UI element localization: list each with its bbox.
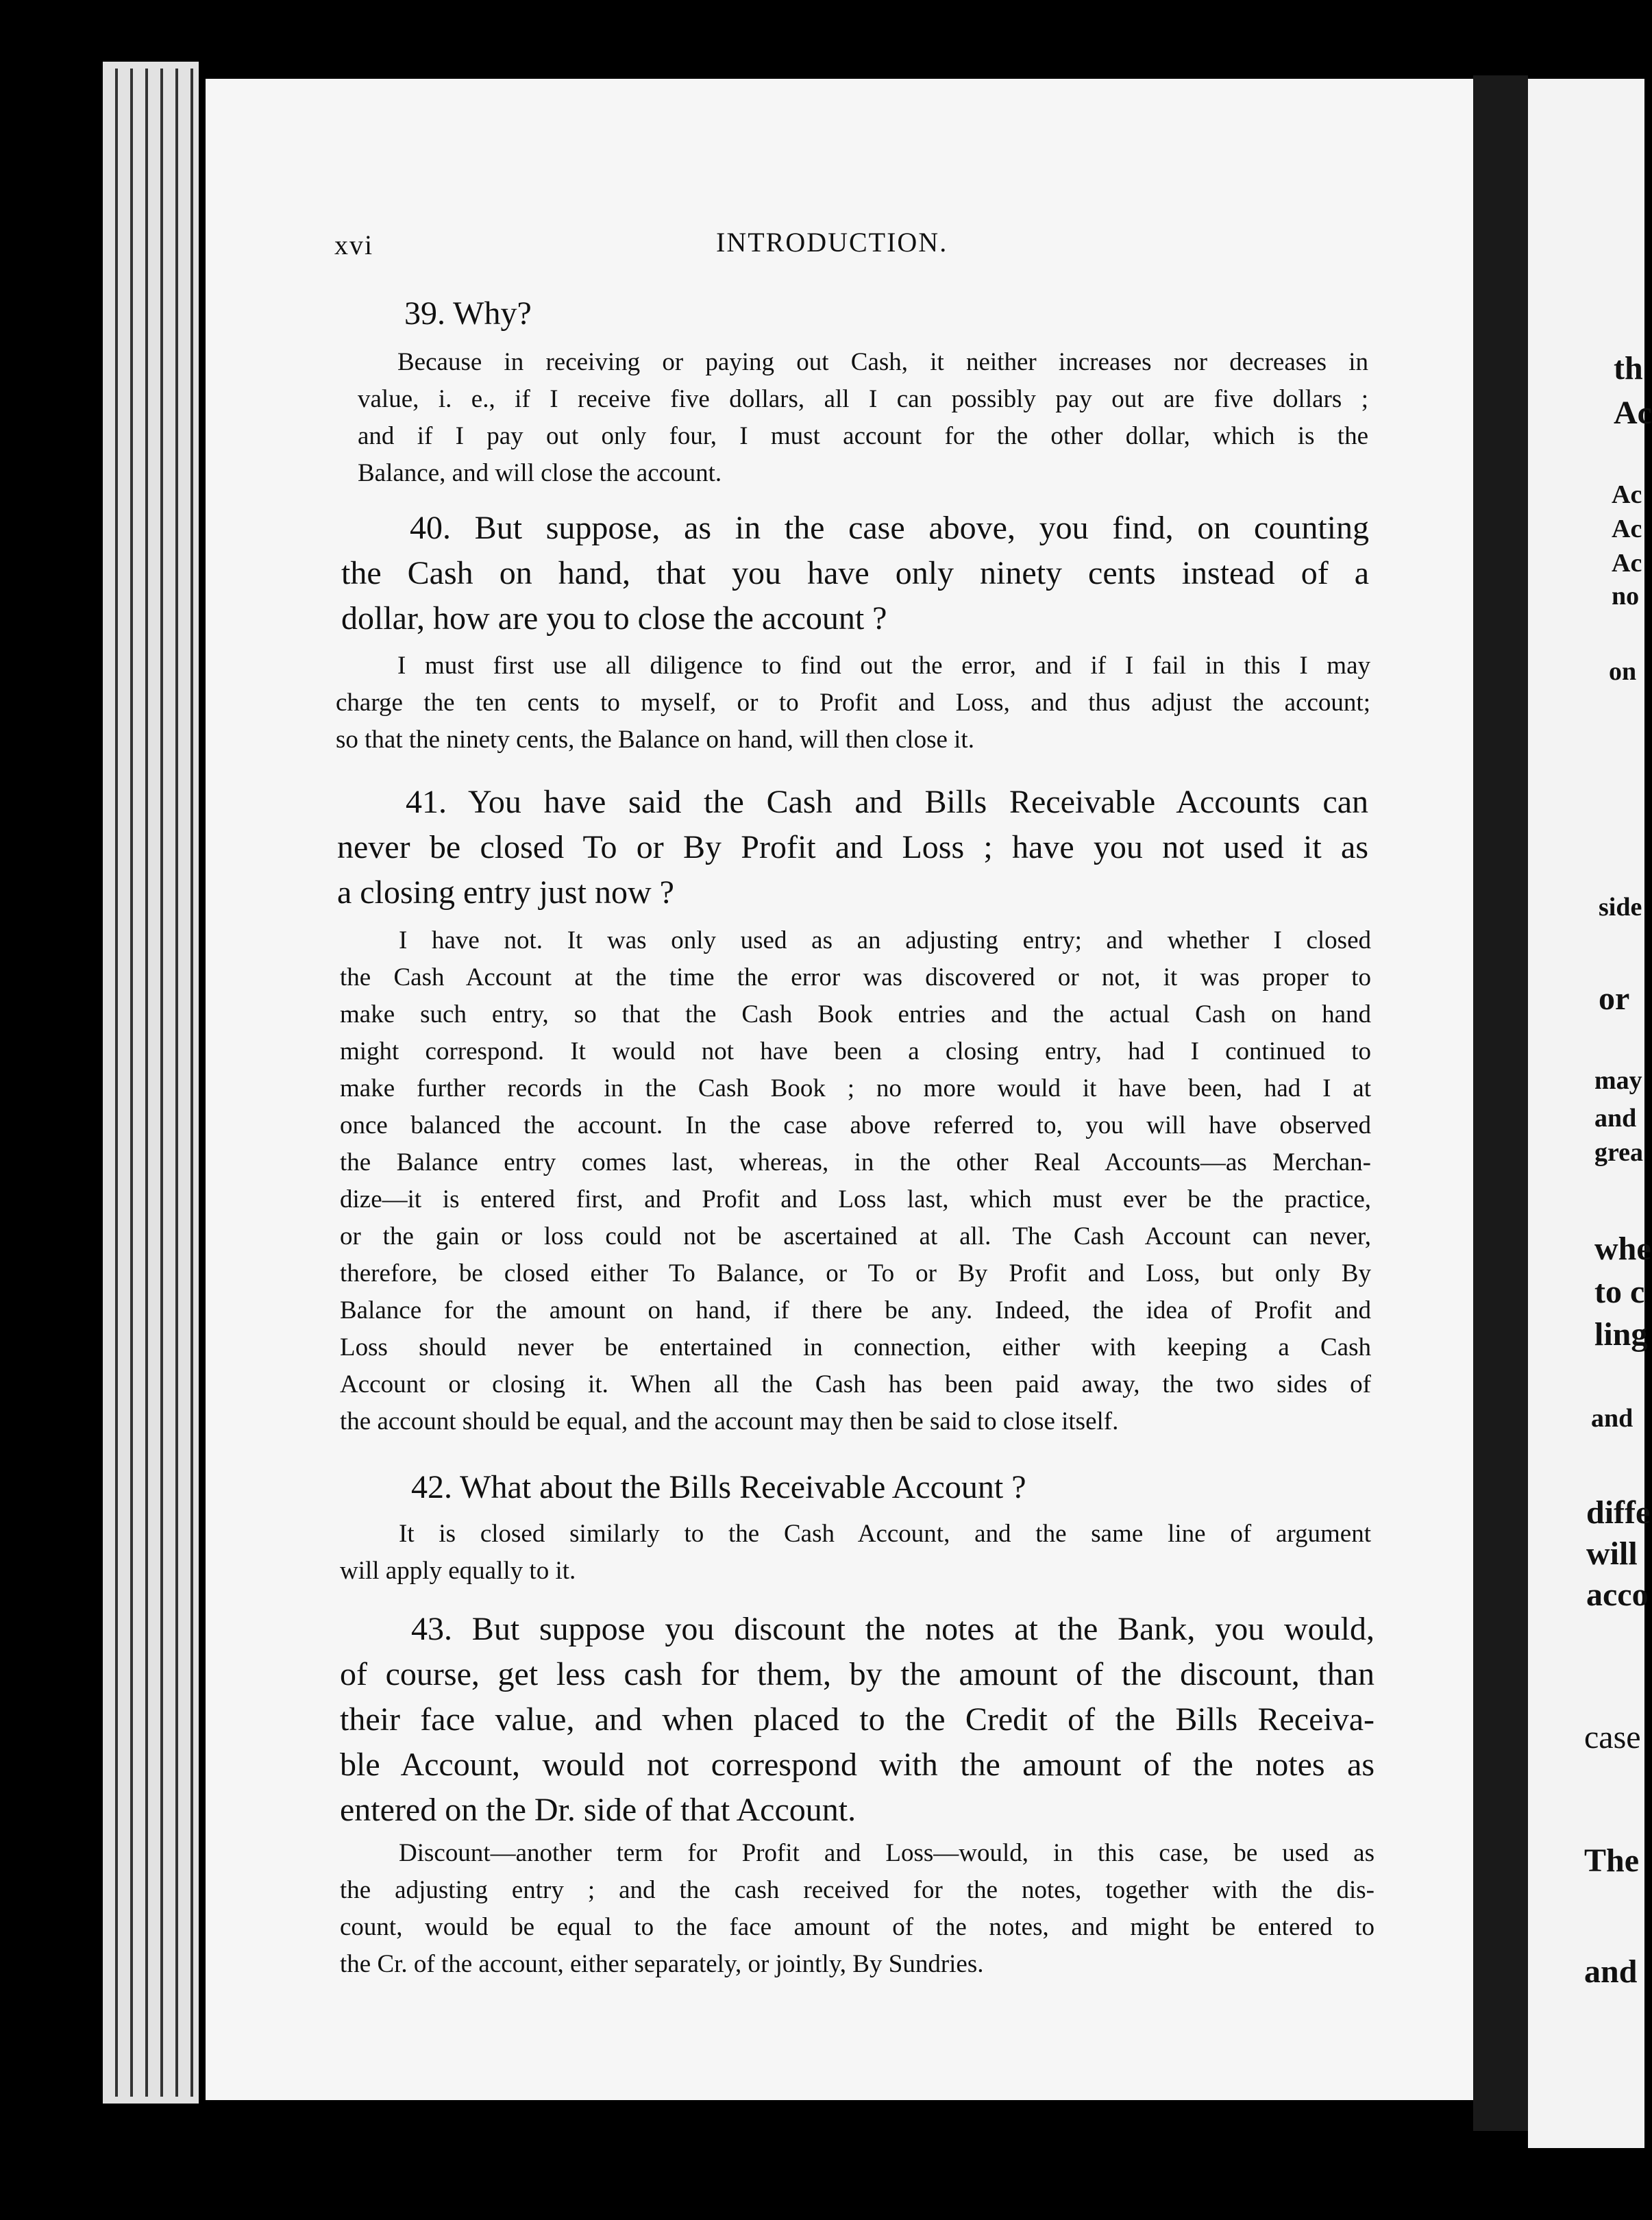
answer-line: It is closed similarly to the Cash Account, and the same line of argument	[399, 1520, 1371, 1548]
answer-line: value, i. e., if I receive five dollars, all I can possibly pay out are five dollars ;	[358, 385, 1368, 413]
answer-line: the adjusting entry ; and the cash received for the notes, together with the dis-	[340, 1876, 1374, 1904]
question-line: 43. But suppose you discount the notes at the Bank, you would,	[411, 1611, 1374, 1647]
answer-line: the Balance entry comes last, whereas, in the other Real Accounts—as Merchan-	[340, 1148, 1371, 1176]
answer-line: Balance for the amount on hand, if there be any. Indeed, the idea of Profit and	[340, 1296, 1371, 1324]
answer-line: the Cr. of the account, either separately, or jointly, By Sundries.	[340, 1950, 984, 1978]
facing-fragment: diffe	[1586, 1494, 1651, 1531]
answer-line: Discount—another term for Profit and Loss—would, in this case, be used as	[399, 1839, 1374, 1867]
answer-line: will apply equally to it.	[340, 1557, 576, 1585]
answer-line: Loss should never be entertained in connection, either with keeping a Cash	[340, 1333, 1371, 1361]
question-line: dollar, how are you to close the account ?	[341, 600, 887, 637]
question-43	[340, 1607, 1374, 1833]
facing-fragment: Ac	[1612, 549, 1642, 578]
facing-fragment: ling	[1594, 1316, 1648, 1353]
facing-fragment: and	[1584, 1953, 1638, 1990]
question-line: entered on the Dr. side of that Account.	[340, 1792, 856, 1828]
gutter-shadow	[1473, 75, 1528, 2131]
answer-line: the Cash Account at the time the error was discovered or not, it was proper to	[340, 963, 1371, 991]
question-line: never be closed To or By Profit and Loss ; have you not used it as	[337, 829, 1368, 865]
question-41	[337, 780, 1368, 915]
answer-line: so that the ninety cents, the Balance on hand, will then close it.	[336, 726, 974, 754]
question-42	[411, 1465, 1165, 1510]
facing-fragment: The	[1584, 1842, 1640, 1879]
answer-line: count, would be equal to the face amount of the notes, and might be entered to	[340, 1913, 1374, 1941]
facing-fragment: acco	[1586, 1577, 1649, 1613]
question-line: of course, get less cash for them, by the amount of the discount, than	[340, 1656, 1374, 1692]
facing-fragment: and	[1594, 1104, 1637, 1133]
question-line: 42. What about the Bills Receivable Account ?	[411, 1469, 1026, 1505]
answer-39	[358, 344, 1368, 492]
answer-line: Account or closing it. When all the Cash has been paid away, the two sides of	[340, 1370, 1371, 1398]
facing-fragment: will	[1586, 1536, 1638, 1572]
answer-line: dize—it is entered first, and Profit and Loss last, which must ever be the practice,	[340, 1185, 1371, 1213]
facing-fragment: Ac	[1614, 395, 1652, 431]
answer-41	[340, 922, 1371, 1440]
question-line: their face value, and when placed to the Credit of the Bills Receiva-	[340, 1701, 1374, 1738]
question-40	[341, 506, 1369, 641]
answer-43	[340, 1835, 1374, 1983]
facing-fragment: whe	[1594, 1231, 1651, 1267]
facing-fragment: on	[1609, 657, 1637, 686]
answer-line: the account should be equal, and the account may then be said to close itself.	[340, 1407, 1119, 1435]
answer-line: Balance, and will close the account.	[358, 459, 722, 487]
question-line: 41. You have said the Cash and Bills Receivable Accounts can	[406, 784, 1368, 820]
answer-line: or the gain or loss could not be ascertained at all. The Cash Account can never,	[340, 1222, 1371, 1250]
question-line: 40. But suppose, as in the case above, you find, on counting	[410, 510, 1369, 546]
question-line: ble Account, would not correspond with the amount of the notes as	[340, 1747, 1374, 1783]
question-line: the Cash on hand, that you have only ninety cents instead of a	[341, 555, 1369, 591]
facing-fragment: Ac	[1612, 480, 1642, 509]
answer-line: might correspond. It would not have been a closing entry, had I continued to	[340, 1037, 1371, 1065]
answer-42	[340, 1516, 1371, 1590]
facing-fragment: may	[1594, 1066, 1642, 1095]
facing-fragment: th	[1614, 350, 1643, 386]
answer-line: make further records in the Cash Book ; no more would it have been, had I at	[340, 1074, 1371, 1102]
question-line: 39. Why?	[404, 295, 532, 332]
facing-fragment: and	[1591, 1404, 1633, 1433]
facing-fragment: side	[1599, 893, 1642, 922]
facing-fragment: or	[1599, 981, 1630, 1017]
answer-40	[336, 648, 1370, 758]
answer-line: make such entry, so that the Cash Book entries and the actual Cash on hand	[340, 1000, 1371, 1028]
facing-fragment: case	[1584, 1719, 1641, 1755]
facing-fragment: grea	[1594, 1138, 1644, 1167]
facing-fragment: to c	[1594, 1274, 1645, 1310]
question-39	[404, 291, 610, 336]
answer-line: therefore, be closed either To Balance, or To or By Profit and Loss, but only By	[340, 1259, 1371, 1287]
answer-line: once balanced the account. In the case above referred to, you will have observed	[340, 1111, 1371, 1139]
page-number: xvi	[334, 230, 374, 260]
answer-line: I must first use all diligence to find out the error, and if I fail in this I may	[397, 652, 1370, 680]
facing-fragment: no	[1612, 582, 1640, 610]
answer-line: charge the ten cents to myself, or to Profit and Loss, and thus adjust the account;	[336, 689, 1370, 717]
answer-line: and if I pay out only four, I must account for the other dollar, which is the	[358, 422, 1368, 450]
question-line: a closing entry just now ?	[337, 874, 674, 911]
facing-fragment: Ac	[1612, 515, 1642, 543]
running-title: INTRODUCTION.	[716, 227, 948, 258]
answer-line: I have not. It was only used as an adjusting entry; and whether I closed	[399, 926, 1371, 954]
answer-line: Because in receiving or paying out Cash, it neither increases nor decreases in	[397, 348, 1368, 376]
